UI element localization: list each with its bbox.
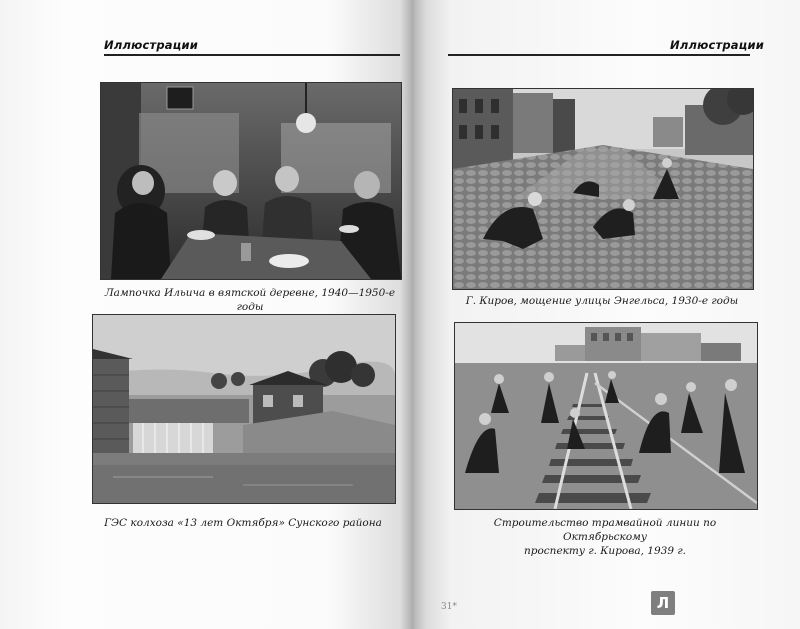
photo-tram-line <box>454 322 758 510</box>
running-head-left: Иллюстрации <box>104 38 198 52</box>
caption-hydro-station: ГЭС колхоза «13 лет Октября» Сунского района <box>104 517 382 529</box>
running-head-right: Иллюстрации <box>670 38 764 52</box>
caption-ilyich-lamp: Лампочка Ильича в вятской деревне, 1940—1950-е годы <box>104 287 396 313</box>
caption-street-paving: Г. Киров, мощение улицы Энгельса, 1930-е годы <box>465 295 739 307</box>
book-gutter <box>400 0 426 629</box>
header-rule-left <box>104 54 400 56</box>
labirint-logo: Л <box>651 591 675 615</box>
caption-tram-line <box>454 516 756 558</box>
photo-ilyich-lamp <box>100 82 402 280</box>
caption-tram-line-1: Строительство трамвайной линии по Октябрьскому <box>493 517 717 543</box>
photo-street-paving <box>452 88 754 290</box>
header-rule-right <box>448 54 750 56</box>
caption-tram-line-2: проспекту г. Кирова, 1939 г. <box>524 545 686 557</box>
lamp-glow <box>296 113 316 133</box>
page-number: 31* <box>441 602 457 612</box>
photo-hydro-station <box>92 314 396 504</box>
